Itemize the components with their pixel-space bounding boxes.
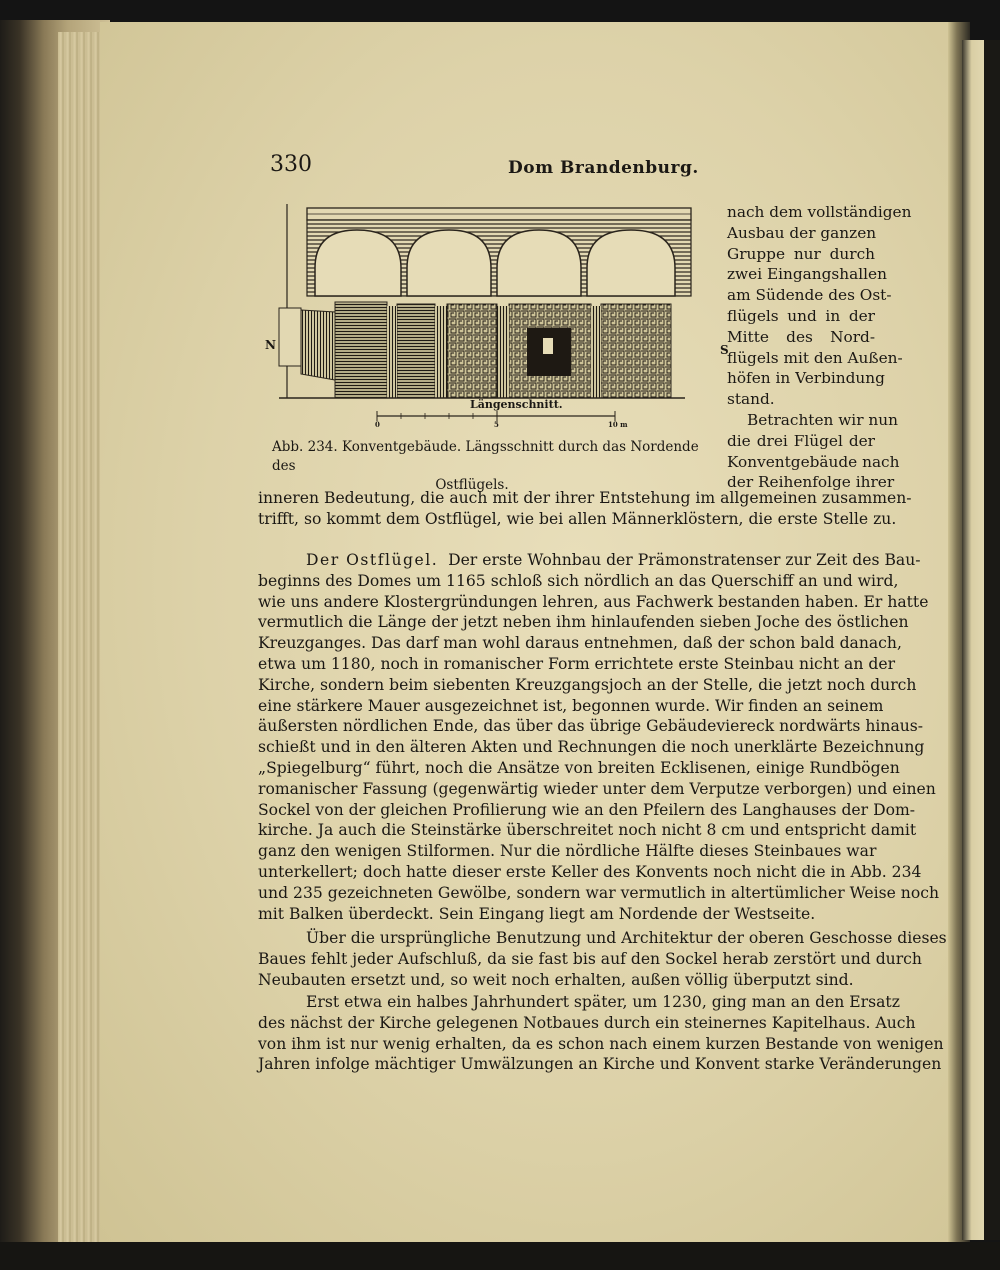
figure-longitudinal-section <box>265 198 729 448</box>
side-line: zwei Eingangshallen <box>727 265 887 284</box>
figure-caption <box>272 438 702 495</box>
body-line: etwa um 1180, noch in romanischer Form errichtete erste Steinbau nicht an der <box>258 654 896 673</box>
marker-north: N <box>265 338 276 352</box>
side-line: Ausbau der ganzen <box>727 223 877 242</box>
marker-south: S <box>720 343 729 357</box>
body-line: Jahren infolge mächtiger Umwälzungen an Kirche und Konvent starke Veränderungen <box>258 1055 942 1074</box>
side-line: flügels mit den Außen- <box>727 348 903 367</box>
body-line: Sockel von der gleichen Profilierung wie an den Pfeilern des Langhauses der Dom- <box>258 800 916 819</box>
body-line: unterkellert; doch hatte dieser erste Keller des Konvents noch nicht die in Abb. 234 <box>258 862 922 881</box>
caption-line-2: Ostflügels. <box>435 477 509 493</box>
body-line: mit Balken überdeckt. Sein Eingang liegt am Nordende der Westseite. <box>258 904 816 923</box>
body-line: Kirche, sondern beim siebenten Kreuzgangsjoch an der Stelle, die jetzt noch durch <box>258 675 917 694</box>
body-line: Baues fehlt jeder Aufschluß, da sie fast bis auf den Sockel herab zerstört und durch <box>258 949 922 968</box>
side-line: Betrachten wir nun <box>747 410 898 429</box>
body-line: schießt und in den älteren Akten und Rechnungen die noch unerklärte Bezeichnung <box>258 738 925 757</box>
body-line: Neubauten ersetzt und, so weit noch erhalten, außen völlig überputzt sind. <box>258 970 854 989</box>
scale-label-0: 0 <box>375 420 380 429</box>
facing-page-shadow <box>984 40 1000 1240</box>
side-line: nach dem vollständigen <box>727 203 912 221</box>
body-line: und 235 gezeichneten Gewölbe, sondern war vermutlich in altertümlicher Weise noch <box>258 883 939 902</box>
body-line: kirche. Ja auch die Steinstärke überschreitet noch nicht 8 cm und entspricht damit <box>258 821 917 840</box>
body-line-first <box>258 550 921 571</box>
first-line-text: Der erste Wohnbau der Prämonstratenser zur Zeit des Bau- <box>448 551 921 569</box>
side-line: der Reihenfolge ihrer <box>727 473 895 492</box>
paragraph-ostfluegel <box>258 550 939 924</box>
scale-label-10: 10 m <box>608 420 628 429</box>
paragraph-upper-floors <box>258 928 947 990</box>
body-line: äußersten nördlichen Ende, das über das übrige Gebäudeviereck nordwärts hinaus- <box>258 717 924 736</box>
intro-block <box>258 488 912 530</box>
page-number: 330 <box>270 152 312 177</box>
paragraph-kapitelhaus <box>258 992 944 1075</box>
body-line: Erst etwa ein halbes Jahrhundert später, um 1230, ging man an den Ersatz <box>306 993 900 1011</box>
body-line: vermutlich die Länge der jetzt neben ihm hinlaufenden sieben Joche des östlichen <box>258 613 909 632</box>
side-line: stand. <box>727 390 775 409</box>
side-line: am Südende des Ost- <box>727 286 892 305</box>
bottom-shadow <box>0 1242 1000 1270</box>
side-line: Gruppe nur durch <box>727 244 875 263</box>
caption-line-1: Abb. 234. Konventgebäude. Längsschnitt durch das Nordende des <box>272 439 699 474</box>
section-heading: Der Ostflügel. <box>306 551 439 569</box>
body-line: eine stärkere Mauer ausgezeichnet ist, begonnen wurde. Wir finden an seinem <box>258 696 884 715</box>
side-line: Konventgebäude nach <box>727 452 900 471</box>
side-line: die drei Flügel der <box>727 431 875 450</box>
body-line: des nächst der Kirche gelegenen Notbaues durch ein steinernes Kapitelhaus. Auch <box>258 1013 916 1032</box>
side-line: flügels und in der <box>727 306 875 325</box>
body-line: romanischer Fassung (gegenwärtig wieder unter dem Verputze verborgen) und einen <box>258 779 936 798</box>
body-line: ganz den wenigen Stilformen. Nur die nördliche Hälfte dieses Steinbaues war <box>258 842 877 861</box>
scale-label-5: 5 <box>494 420 499 429</box>
running-head: Dom Brandenburg. <box>508 158 699 178</box>
body-line: beginns des Domes um 1165 schloß sich nördlich an das Querschiff an und wird, <box>258 571 899 590</box>
side-line: Mitte des Nord- <box>727 327 875 346</box>
body-line: inneren Bedeutung, die auch mit der ihrer Entstehung im allgemeinen zusammen- <box>258 489 912 507</box>
body-line: wie uns andere Klostergründungen lehren, aus Fachwerk bestanden haben. Er hatte <box>258 592 929 611</box>
side-line: höfen in Verbindung <box>727 369 885 388</box>
body-line: von ihm ist nur wenig erhalten, da es schon nach einem kurzen Bestande von wenigen <box>258 1034 944 1053</box>
body-line: „Spiegelburg“ führt, noch die Ansätze von breiten Ecklisenen, einige Rundbögen <box>258 758 900 777</box>
body-line: Über die ursprüngliche Benutzung und Architektur der oberen Geschosse dieses <box>306 929 947 947</box>
body-line: trifft, so kommt dem Ostflügel, wie bei allen Männerklöstern, die erste Stelle zu. <box>258 509 897 528</box>
side-column-text <box>727 202 912 493</box>
section-label: Längenschnitt. <box>470 398 563 411</box>
body-line: Kreuzganges. Das darf man wohl daraus entnehmen, daß der schon bald danach, <box>258 634 902 653</box>
